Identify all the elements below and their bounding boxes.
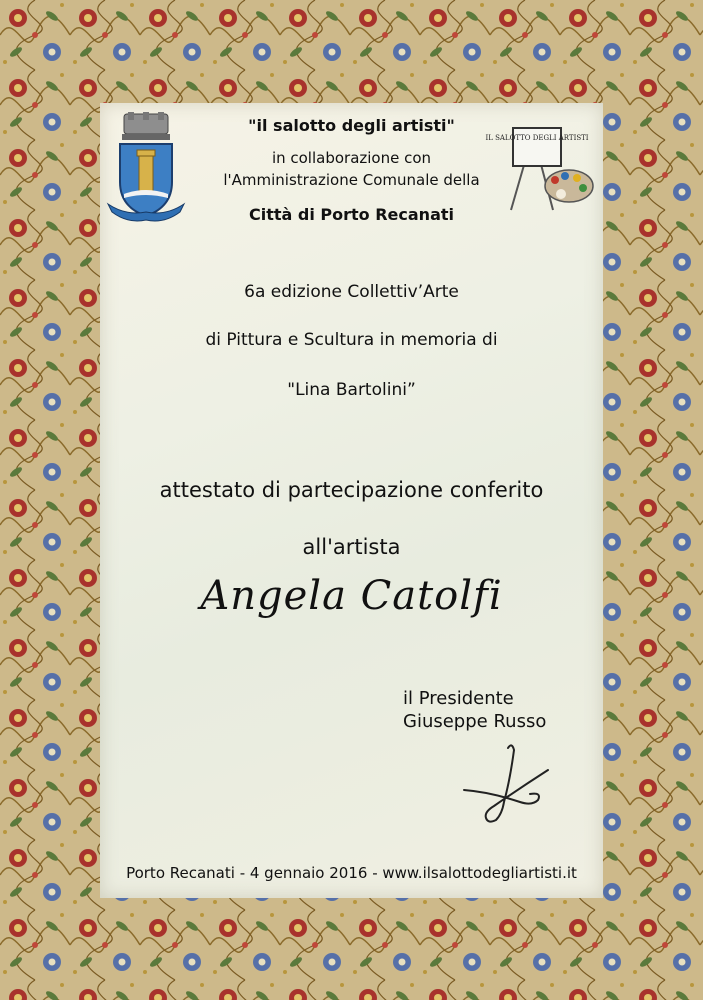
city-crest-icon: [106, 112, 186, 227]
certificate-title: attestato di partecipazione conferito: [159, 478, 544, 502]
city-name: Città di Porto Recanati: [249, 205, 454, 224]
signatory-role: il Presidente: [403, 688, 514, 709]
easel-logo-icon: [485, 124, 595, 216]
memorial-name: "Lina Bartolini”: [287, 380, 416, 400]
signature-icon: [460, 740, 555, 830]
signatory-name: Giuseppe Russo: [403, 711, 547, 732]
subject-line: di Pittura e Scultura in memoria di: [205, 330, 498, 350]
artist-name: Angela Catolfi: [200, 573, 503, 619]
to-artist-label: all'artista: [302, 535, 401, 559]
edition-line: 6a edizione Collettiv’Arte: [244, 282, 459, 302]
organization-name: "il salotto degli artisti": [248, 116, 455, 135]
collaboration-line-2: l'Amministrazione Comunale della: [223, 171, 480, 189]
collaboration-line-1: in collaborazione con: [271, 149, 432, 167]
footer-text: Porto Recanati - 4 gennaio 2016 - www.ilsalottodegliartisti.it: [126, 864, 577, 882]
collaboration-text: [200, 147, 503, 191]
signatory-block: [403, 687, 546, 733]
easel-logo-text: IL SALOTTO DEGLI ARTISTI: [485, 134, 589, 142]
